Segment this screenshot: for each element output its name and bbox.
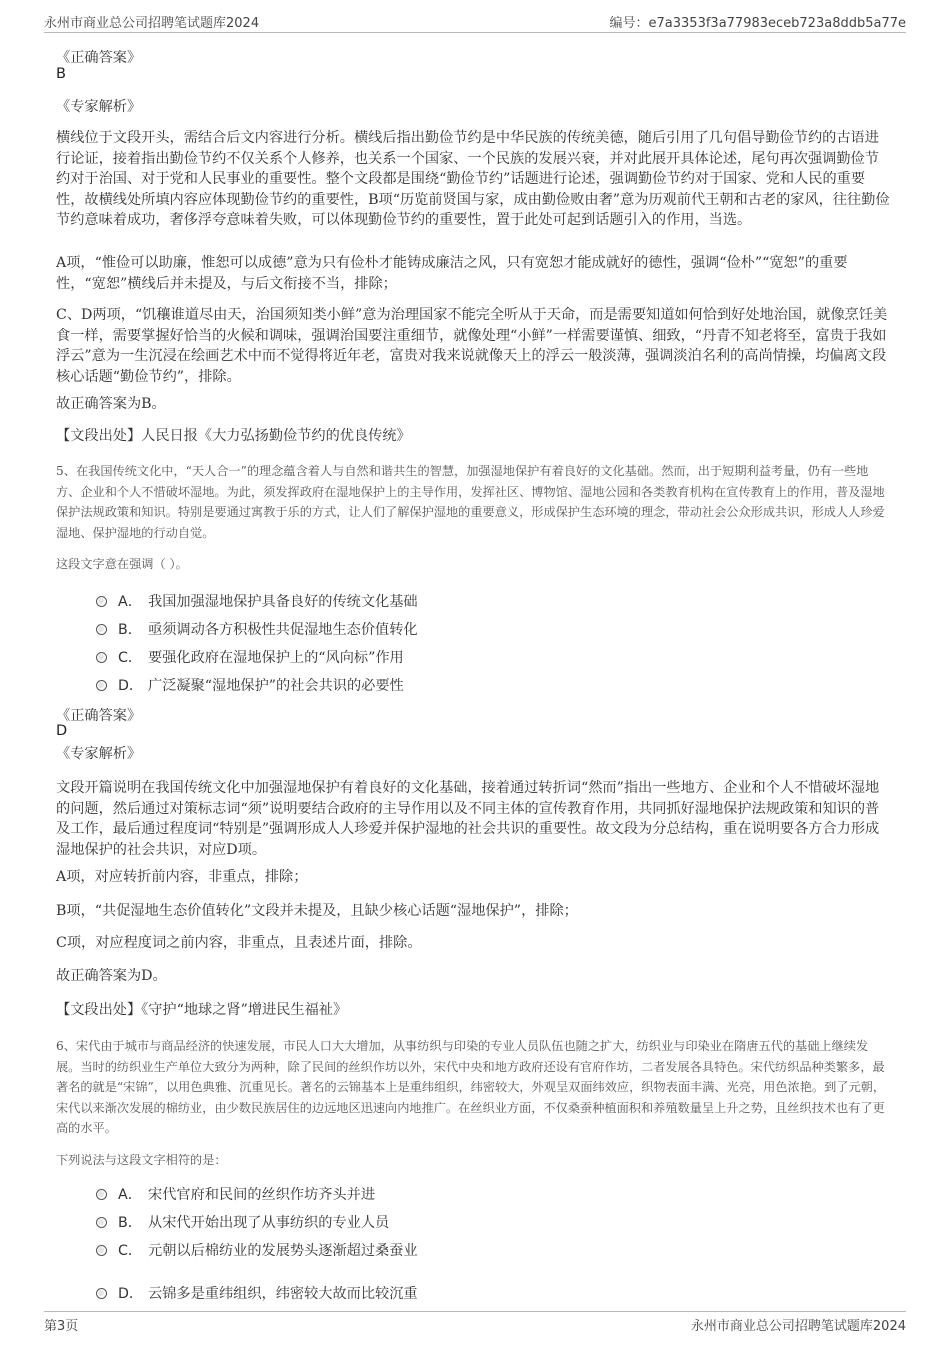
option-letter: B． [118, 1215, 142, 1231]
option-text: 要强化政府在湿地保护上的“风向标”作用 [148, 650, 404, 666]
radio-button-icon[interactable] [96, 680, 107, 691]
prev-analysis-paragraph: C、D两项，“饥穰谁道尽由天，治国须知类小鲜”意为治理国家不能完全听从于天命，而是需要知道如何恰到好处地治国，就像烹饪美食一样，需要掌握好恰当的火候和调味，强调治国要注重细节，就像处理“小鲜”一样需要谨慎、细致，“丹青不知老将至，富贵于我如浮云”意为一生沉浸在绘画艺术中而不觉得将近年老，富贵对我来说就像天上的浮云一般淡薄，强调淡泊名利的高尚情操，均偏离文段核心话题“勤俭节约”，排除。 [56, 307, 888, 385]
option-letter: B． [118, 622, 142, 638]
q5-analysis-paragraph: 文段开篇说明在我国传统文化中加强湿地保护有着良好的文化基础，接着通过转折词“然而”指出一些地方、企业和个人不惜破坏湿地的问题，然后通过对策标志词“须”说明要结合政府的主导作用以及不同主体的宣传教育作用，共同抓好湿地保护法规政策和知识的普及工作，最后通过程度词“特别是”强调形成人人珍爱并保护湿地的社会共识的重要性。故文段为分总结构，重在说明要各方合力形成湿地保护的社会共识，对应D项。 [56, 780, 880, 858]
radio-button-icon[interactable] [96, 624, 107, 635]
radio-button-icon[interactable] [96, 1217, 107, 1228]
option-letter: C． [118, 650, 143, 666]
q5-stem: 5、在我国传统文化中，“天人合一”的理念蕴含着人与自然和谐共生的智慧，加强湿地保护有着良好的文化基础。然而，出于短期利益考量，仍有一些地方、企业和个人不惜破坏湿地。为此，须发挥政府在湿地保护上的主导作用，发挥社区、博物馆、湿地公园和各类教育机构在宣传教育上的作用，普及湿地保护法规政策和知识。特别是要通过寓教于乐的方式，让人们了解保护湿地的重要意义，形成保护生态环境的理念，带动社会公众形成共识，形成人人珍爱湿地、保护湿地的行动自觉。 [56, 464, 885, 540]
option-letter: D． [118, 678, 144, 694]
prev-answer-label: 《正确答案》 [56, 50, 142, 66]
radio-button-icon[interactable] [96, 596, 107, 607]
q5-analysis-paragraph: B项，“共促湿地生态价值转化”文段并未提及，且缺少核心话题“湿地保护”，排除； [56, 903, 578, 919]
option-text: 元朝以后棉纺业的发展势头逐渐超过桑蚕业 [148, 1243, 418, 1259]
q6-stem: 6、宋代由于城市与商品经济的快速发展，市民人口大大增加，从事纺织与印染的专业人员队伍也随之扩大，纺织业与印染业在隋唐五代的基础上继续发展。当时的纺织业生产单位大致分为两种，除了民间的丝织作坊以外，宋代中央和地方政府还设有官府作坊，二者发展各具特色。宋代纺织品种类繁多，最著名的就是“宋锦”，以用色典雅、沉重见长。著名的云锦基本上是重纬组织，纬密较大，外观呈双面纬效应，织物表面丰满、光亮，用色浓艳。到了元朝，宋代以来渐次发展的棉纺业，由少数民族居住的边远地区迅速向内地推广。在丝织业方面，不仅桑蚕种植面积和养殖数量呈上升之势，且丝织技术也有了更高的水平。 [56, 1039, 886, 1135]
q5-conclusion: 故正确答案为D。 [56, 968, 167, 984]
q6-question: 下列说法与这段文字相符的是： [56, 1153, 227, 1167]
option-letter: A． [118, 1187, 142, 1203]
radio-button-icon[interactable] [96, 652, 107, 663]
q5-analysis-paragraph: C项，对应程度词之前内容，非重点，且表述片面，排除。 [56, 935, 422, 951]
q5-analysis-label: 《专家解析》 [56, 746, 142, 762]
prev-source: 【文段出处】人民日报《大力弘扬勤俭节约的优良传统》 [56, 428, 411, 444]
prev-analysis-label: 《专家解析》 [56, 99, 142, 115]
page-header [44, 8, 906, 33]
option-text: 广泛凝聚“湿地保护”的社会共识的必要性 [148, 678, 404, 694]
option-text: 我国加强湿地保护具备良好的传统文化基础 [148, 594, 418, 610]
page-number: 第3页 [44, 1319, 79, 1334]
option-letter: D． [118, 1286, 144, 1302]
q5-question: 这段文字意在强调（ ）。 [56, 557, 188, 571]
option-text: 亟须调动各方积极性共促湿地生态价值转化 [148, 622, 418, 638]
radio-button-icon[interactable] [96, 1288, 107, 1299]
footer-title: 永州市商业总公司招聘笔试题库2024 [690, 1319, 906, 1334]
prev-conclusion: 故正确答案为B。 [56, 396, 166, 412]
radio-button-icon[interactable] [96, 1245, 107, 1256]
radio-button-icon[interactable] [96, 1189, 107, 1200]
q5-answer-label: 《正确答案》 [56, 708, 142, 724]
option-letter: C． [118, 1243, 143, 1259]
q5-source: 【文段出处】《守护“地球之肾”增进民生福祉》 [56, 1002, 348, 1018]
prev-analysis-paragraph: A项，“惟俭可以助廉，惟恕可以成德”意为只有俭朴才能铸成廉洁之风，只有宽恕才能成就好的德性，强调“俭朴”“宽恕”的重要性，“宽恕”横线后并未提及，与后文衔接不当，排除； [56, 255, 848, 292]
prev-answer: B [56, 66, 66, 82]
document-code: 编号：e7a3353f3a77983eceb723a8ddb5a77e [609, 16, 906, 31]
header-title: 永州市商业总公司招聘笔试题库2024 [44, 16, 260, 31]
option-text: 从宋代开始出现了从事纺织的专业人员 [148, 1215, 390, 1231]
prev-analysis-paragraph: 横线位于文段开头，需结合后文内容进行分析。横线后指出勤俭节约是中华民族的传统美德，随后引用了几句倡导勤俭节约的古语进行论证，接着指出勤俭节约不仅关系个人修养，也关系一个国家、一个民族的发展兴衰，并对此展开具体论述，尾句再次强调勤俭节约对于治国、对于党和人民事业的重要性。整个文段都是围绕“勤俭节约”话题进行论述，强调勤俭节约对于国家、党和人民的重要性，故横线处所填内容应体现勤俭节约的重要性，B项“历览前贤国与家，成由勤俭败由奢”意为历观前代王朝和古老的家风，往往勤俭节约意味着成功，奢侈浮夸意味着失败，可以体现勤俭节约的重要性，置于此处可起到话题引入的作用，当选。 [56, 130, 890, 228]
option-letter: A． [118, 594, 142, 610]
q5-answer: D [56, 723, 68, 739]
option-text: 宋代官府和民间的丝织作坊齐头并进 [148, 1187, 376, 1203]
option-text: 云锦多是重纬组织，纬密较大故而比较沉重 [148, 1286, 418, 1302]
q5-analysis-paragraph: A项，对应转折前内容，非重点，排除； [56, 869, 308, 885]
page-footer [44, 1311, 906, 1336]
